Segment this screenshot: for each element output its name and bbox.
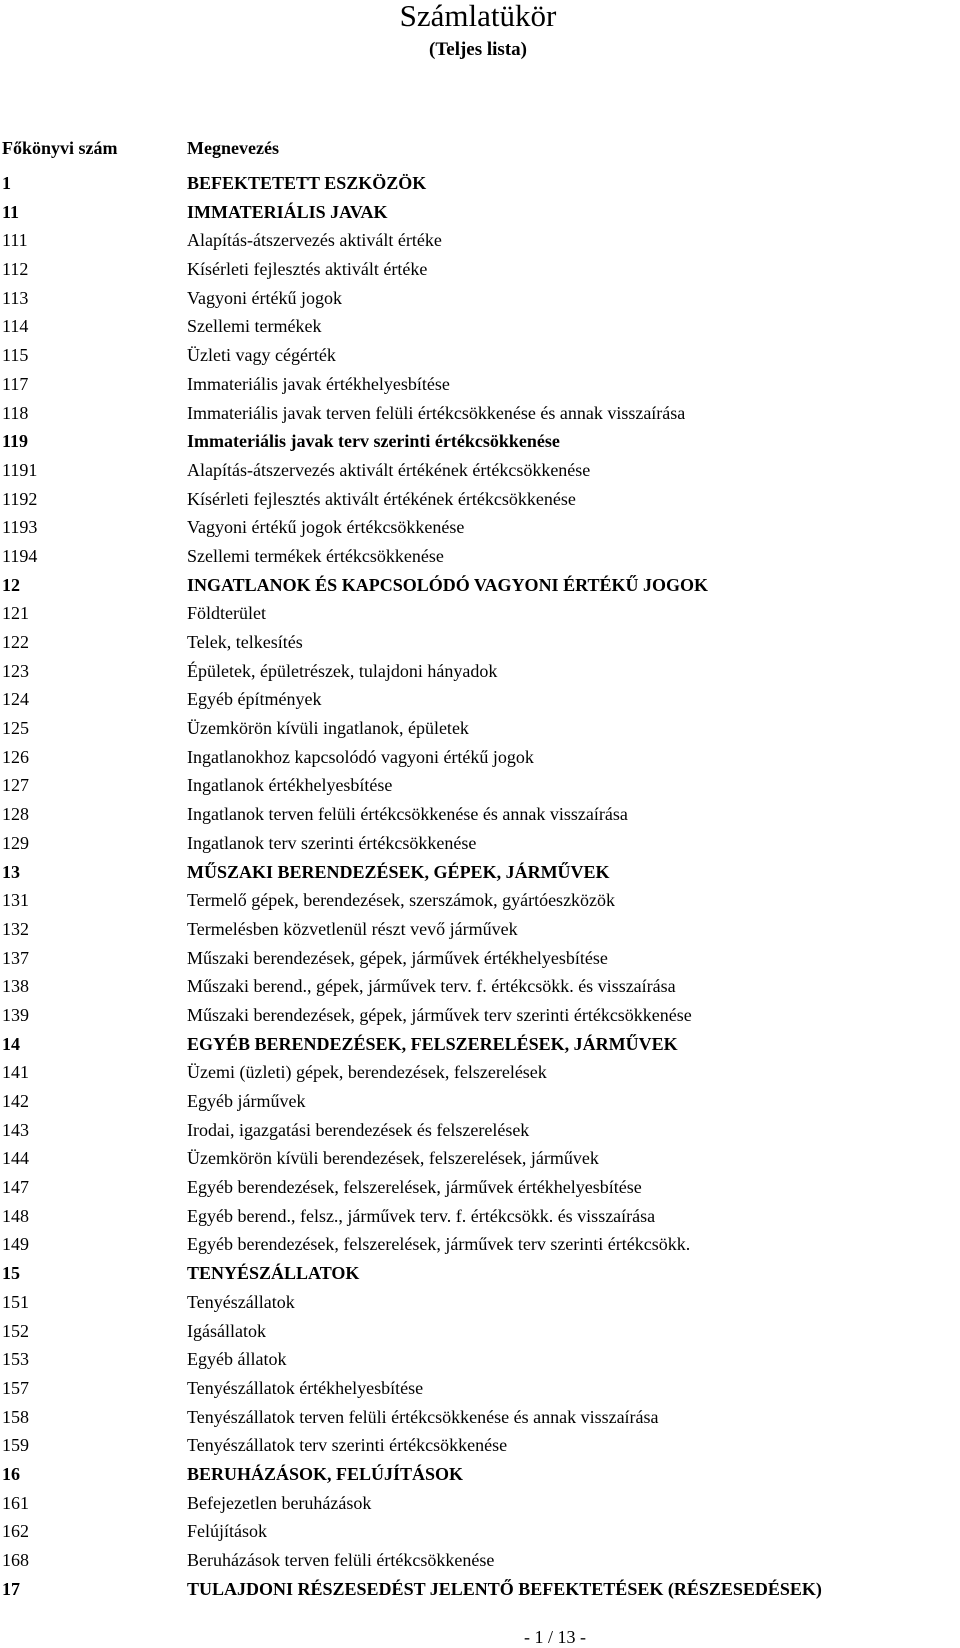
account-name: Tenyészállatok értékhelyesbítése	[187, 1377, 424, 1398]
header-name: Megnevezés	[187, 138, 279, 158]
account-code: 158	[2, 1406, 29, 1427]
table-row	[0, 1519, 960, 1548]
table-row	[0, 372, 960, 401]
account-code: 1194	[2, 545, 38, 566]
account-code: 149	[2, 1234, 29, 1255]
account-code: 143	[2, 1119, 29, 1140]
table-row	[0, 1146, 960, 1175]
account-code: 162	[2, 1521, 29, 1542]
account-code: 139	[2, 1004, 29, 1025]
account-code: 112	[2, 259, 29, 280]
account-code: 147	[2, 1177, 29, 1198]
account-code: 117	[2, 373, 29, 394]
account-code: 148	[2, 1205, 29, 1226]
account-list	[0, 171, 960, 1605]
account-code: 17	[2, 1578, 20, 1599]
account-name: Befejezetlen beruházások	[187, 1492, 372, 1513]
account-name: Alapítás-átszervezés aktivált értéke	[187, 230, 442, 251]
table-row	[0, 314, 960, 343]
account-code: 1191	[2, 459, 38, 480]
account-code: 124	[2, 689, 29, 710]
account-code: 111	[2, 230, 28, 251]
table-row	[0, 1175, 960, 1204]
table-row	[0, 601, 960, 630]
page-number: - 1 / 13 -	[524, 1627, 586, 1647]
account-code: 115	[2, 345, 29, 366]
account-name: Műszaki berendezések, gépek, járművek értékhelyesbítése	[187, 947, 608, 968]
account-name: Szellemi termékek értékcsökkenése	[187, 545, 444, 566]
table-row	[0, 1232, 960, 1261]
table-row	[0, 974, 960, 1003]
table-row	[0, 888, 960, 917]
table-row	[0, 1032, 960, 1061]
account-name: Immateriális javak terv szerinti értékcsökkenése	[187, 431, 560, 452]
account-name: Immateriális javak értékhelyesbítése	[187, 373, 450, 394]
account-code: 122	[2, 632, 29, 652]
account-name: Felújítások	[187, 1521, 267, 1542]
account-code: 153	[2, 1349, 29, 1370]
table-row	[0, 1003, 960, 1032]
account-name: Üzemkörön kívüli berendezések, felszerelések, járművek	[187, 1148, 599, 1169]
account-code: 157	[2, 1377, 29, 1398]
table-row	[0, 630, 960, 659]
table-row	[0, 1319, 960, 1348]
account-code: 114	[2, 316, 29, 337]
table-header	[0, 136, 960, 160]
account-name: Tenyészállatok	[187, 1291, 295, 1312]
table-row	[0, 1433, 960, 1462]
account-name: Telek, telkesítés	[187, 632, 303, 652]
account-name: Ingatlanok értékhelyesbítése	[187, 775, 393, 796]
account-code: 137	[2, 947, 29, 968]
table-row	[0, 200, 960, 229]
table-row	[0, 1376, 960, 1405]
account-code: 123	[2, 660, 29, 681]
account-name: Üzemi (üzleti) gépek, berendezések, felszerelések	[187, 1062, 547, 1083]
table-row	[0, 1089, 960, 1118]
account-code: 118	[2, 402, 29, 423]
account-name: Egyéb járművek	[187, 1091, 306, 1111]
table-row	[0, 773, 960, 802]
table-row	[0, 257, 960, 286]
table-row	[0, 917, 960, 946]
table-row	[0, 1204, 960, 1233]
table-row	[0, 946, 960, 975]
account-name: Termelő gépek, berendezések, szerszámok, gyártóeszközök	[187, 890, 616, 911]
account-name: Egyéb állatok	[187, 1349, 287, 1370]
table-row	[0, 1462, 960, 1491]
table-row	[0, 487, 960, 516]
account-name: Üzleti vagy cégérték	[187, 345, 336, 366]
account-name: Beruházások terven felüli értékcsökkenése	[187, 1550, 495, 1570]
table-row	[0, 429, 960, 458]
account-name: Egyéb berendezések, felszerelések, járművek terv szerinti értékcsökk.	[187, 1234, 691, 1255]
account-code: 127	[2, 775, 29, 796]
account-code: 11	[2, 201, 20, 222]
account-name: Tenyészállatok terven felüli értékcsökkenése és annak visszaírása	[187, 1406, 659, 1427]
header-code: Főkönyvi szám	[2, 138, 118, 158]
account-code: 128	[2, 804, 29, 825]
page-title: Számlatükör	[399, 0, 557, 33]
table-row	[0, 1548, 960, 1577]
table-row	[0, 1347, 960, 1376]
table-row	[0, 1405, 960, 1434]
account-code: 151	[2, 1291, 29, 1312]
table-row	[0, 171, 960, 200]
account-code: 15	[2, 1263, 20, 1284]
account-name: Egyéb berend., felsz., járművek terv. f. értékcsökk. és visszaírása	[187, 1205, 656, 1226]
account-code: 152	[2, 1320, 29, 1341]
table-row	[0, 860, 960, 889]
account-name: Műszaki berendezések, gépek, járművek terv szerinti értékcsökkenése	[187, 1004, 692, 1025]
account-code: 138	[2, 976, 29, 997]
table-row	[0, 802, 960, 831]
account-code: 1	[2, 173, 11, 193]
account-name: MŰSZAKI BERENDEZÉSEK, GÉPEK, JÁRMŰVEK	[187, 861, 610, 882]
account-code: 161	[2, 1492, 29, 1513]
account-name: Immateriális javak terven felüli értékcsökkenése és annak visszaírása	[187, 402, 686, 423]
table-row	[0, 228, 960, 257]
table-row	[0, 573, 960, 602]
account-name: Egyéb építmények	[187, 689, 322, 710]
account-name: Épületek, épületrészek, tulajdoni hányadok	[187, 660, 498, 681]
account-name: Ingatlanok terven felüli értékcsökkenése és annak visszaírása	[187, 804, 628, 825]
account-name: Szellemi termékek	[187, 316, 322, 337]
table-row	[0, 659, 960, 688]
account-code: 13	[2, 861, 20, 882]
account-name: Vagyoni értékű jogok értékcsökkenése	[187, 517, 465, 538]
account-code: 142	[2, 1091, 29, 1111]
account-name: TULAJDONI RÉSZESEDÉST JELENTŐ BEFEKTETÉSEK (RÉSZESEDÉSEK)	[187, 1578, 822, 1599]
table-row	[0, 401, 960, 430]
table-row	[0, 286, 960, 315]
account-code: 131	[2, 890, 29, 911]
account-name: Műszaki berend., gépek, járművek terv. f. értékcsökk. és visszaírása	[187, 976, 676, 997]
account-code: 121	[2, 603, 29, 624]
account-code: 113	[2, 287, 29, 308]
account-name: BERUHÁZÁSOK, FELÚJÍTÁSOK	[187, 1463, 464, 1484]
account-name: Egyéb berendezések, felszerelések, járművek értékhelyesbítése	[187, 1177, 642, 1198]
page-subtitle: (Teljes lista)	[429, 39, 527, 60]
account-code: 141	[2, 1062, 29, 1083]
account-code: 14	[2, 1033, 20, 1054]
account-code: 159	[2, 1435, 29, 1456]
account-name: Ingatlanok terv szerinti értékcsökkenése	[187, 832, 477, 853]
table-row	[0, 831, 960, 860]
table-row	[0, 1060, 960, 1089]
table-row	[0, 745, 960, 774]
table-row	[0, 458, 960, 487]
account-code: 168	[2, 1550, 29, 1570]
table-row	[0, 1290, 960, 1319]
account-code: 12	[2, 574, 20, 595]
table-row	[0, 1491, 960, 1520]
table-row	[0, 515, 960, 544]
account-name: INGATLANOK ÉS KAPCSOLÓDÓ VAGYONI ÉRTÉKŰ JOGOK	[187, 574, 708, 595]
table-row	[0, 1577, 960, 1606]
table-row	[0, 544, 960, 573]
table-row	[0, 1118, 960, 1147]
table-row	[0, 716, 960, 745]
account-name: BEFEKTETETT ESZKÖZÖK	[187, 173, 427, 193]
account-code: 16	[2, 1463, 20, 1484]
account-code: 1192	[2, 488, 38, 509]
account-name: Alapítás-átszervezés aktivált értékének értékcsökkenése	[187, 459, 591, 480]
table-row	[0, 687, 960, 716]
account-name: IMMATERIÁLIS JAVAK	[187, 201, 388, 222]
account-code: 125	[2, 718, 29, 739]
account-code: 129	[2, 832, 29, 853]
account-code: 119	[2, 431, 29, 452]
account-code: 1193	[2, 517, 38, 538]
account-code: 144	[2, 1148, 29, 1169]
account-code: 132	[2, 918, 29, 939]
account-name: Kísérleti fejlesztés aktivált értékének értékcsökkenése	[187, 488, 576, 509]
table-row	[0, 1261, 960, 1290]
account-name: Kísérleti fejlesztés aktivált értéke	[187, 259, 428, 280]
account-name: Üzemkörön kívüli ingatlanok, épületek	[187, 718, 469, 739]
account-name: Igásállatok	[187, 1320, 266, 1341]
account-name: Földterület	[187, 603, 266, 624]
account-code: 126	[2, 746, 29, 767]
table-row	[0, 343, 960, 372]
account-name: Irodai, igazgatási berendezések és felszerelések	[187, 1119, 530, 1140]
account-name: Ingatlanokhoz kapcsolódó vagyoni értékű jogok	[187, 746, 534, 767]
account-name: TENYÉSZÁLLATOK	[187, 1263, 360, 1284]
account-name: Vagyoni értékű jogok	[187, 287, 342, 308]
account-name: Termelésben közvetlenül részt vevő járművek	[187, 918, 518, 939]
account-name: Tenyészállatok terv szerinti értékcsökkenése	[187, 1435, 508, 1456]
account-name: EGYÉB BERENDEZÉSEK, FELSZERELÉSEK, JÁRMŰVEK	[187, 1033, 678, 1054]
